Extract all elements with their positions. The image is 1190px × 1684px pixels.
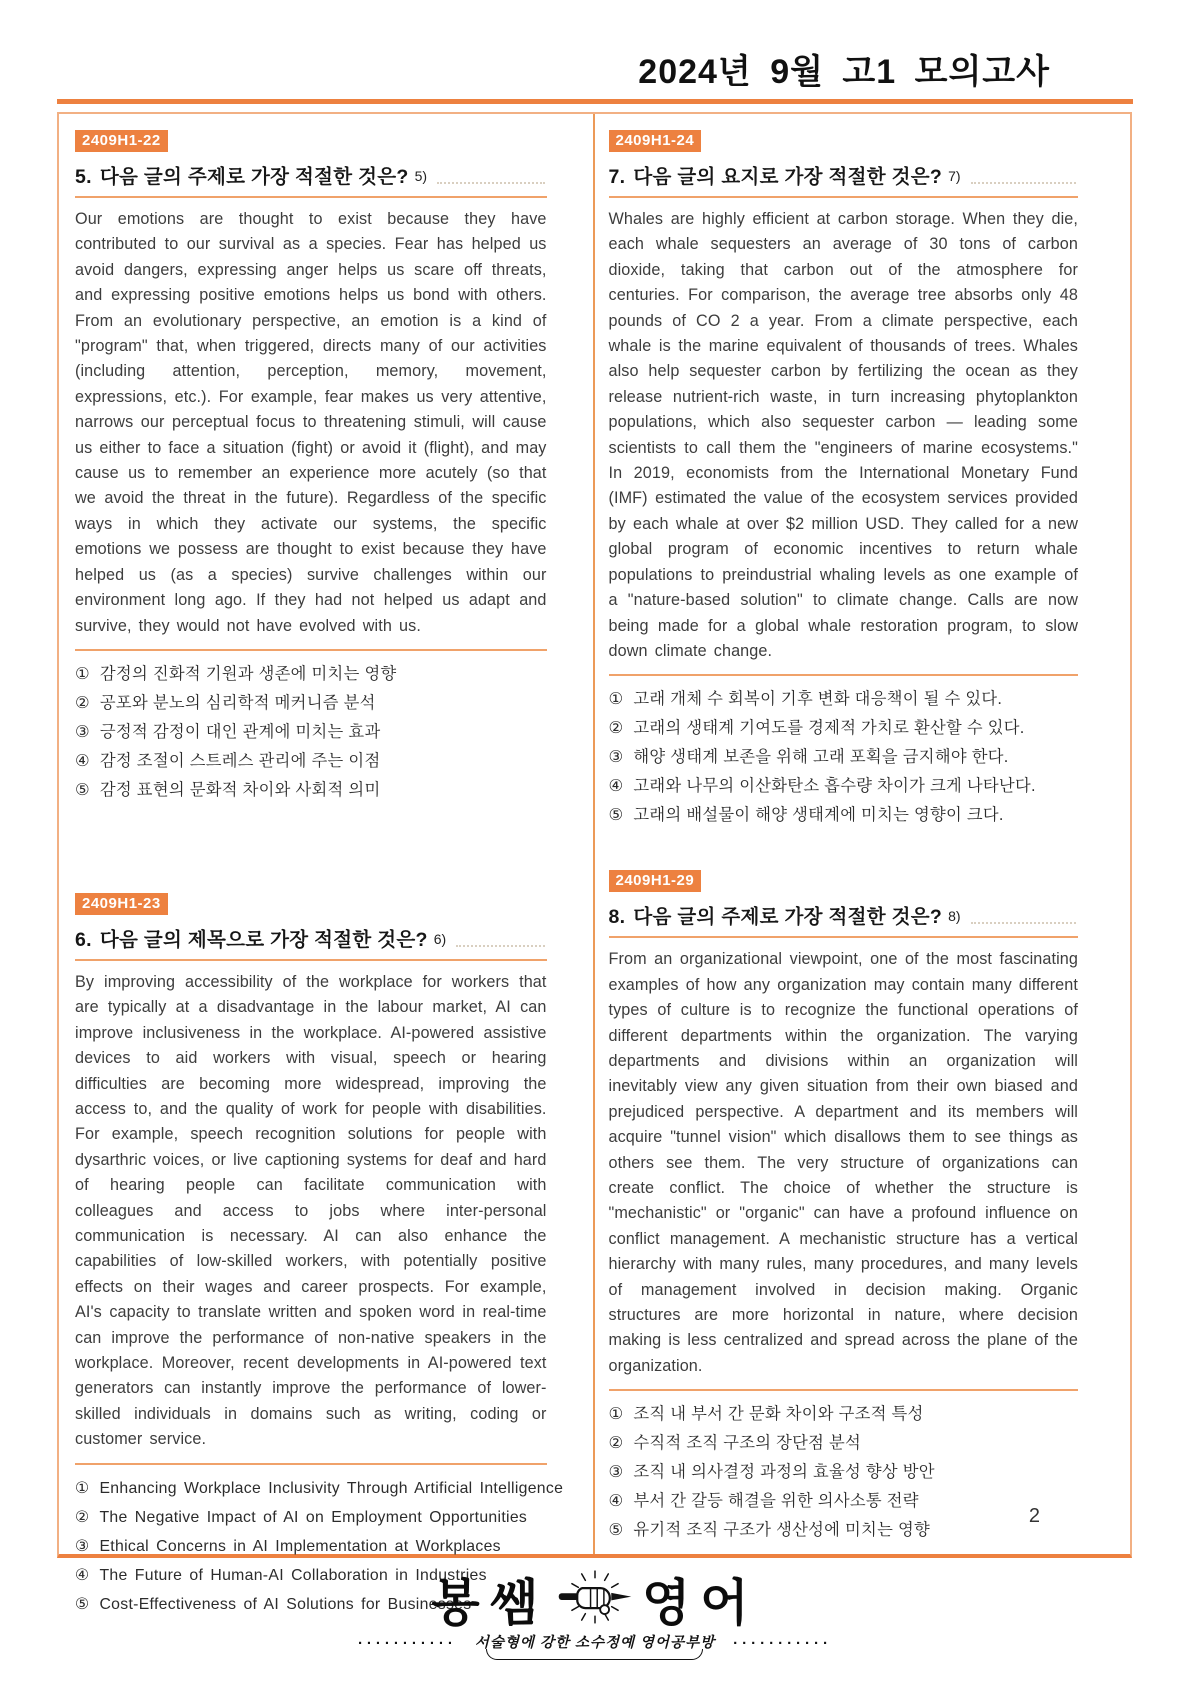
question-number: 6. — [75, 928, 92, 951]
choice-marker: ① — [75, 1479, 90, 1497]
choice-option — [75, 1532, 547, 1561]
right-column — [595, 114, 1131, 1554]
tagline-text: 서술형에 강한 소수정예 영어공부방 — [474, 1635, 716, 1651]
brand-tagline — [0, 1634, 1190, 1660]
question-header — [609, 901, 1079, 938]
choice-option — [609, 714, 1079, 743]
header-rule — [57, 99, 1133, 104]
dotted-leader — [971, 182, 1076, 184]
choice-marker: ④ — [75, 1566, 90, 1584]
dotted-decoration-left: ··········· — [357, 1635, 457, 1652]
choice-marker: ④ — [75, 751, 90, 770]
choice-text: 고래 개체 수 회복이 기후 변화 대응책이 될 수 있다. — [633, 690, 1003, 709]
choice-text: 감정 표현의 문화적 차이와 사회적 의미 — [99, 780, 381, 799]
choice-option — [609, 772, 1079, 801]
question-8 — [609, 870, 1079, 1545]
choice-option — [609, 801, 1079, 830]
choice-text: Cost-Effectiveness of AI Solutions for Businesses — [99, 1595, 472, 1613]
choice-text: Enhancing Workplace Inclusivity Through Artificial Intelligence — [99, 1479, 564, 1497]
question-header — [75, 924, 547, 961]
logo-text-left: 봉쌤 — [431, 1575, 548, 1631]
choice-marker: ① — [608, 690, 624, 709]
choice-marker: ③ — [608, 748, 624, 767]
question-tag-badge: 2409H1-23 — [75, 893, 168, 915]
question-6 — [75, 893, 564, 1619]
question-7 — [609, 130, 1079, 830]
choice-option — [609, 1458, 1079, 1487]
choice-marker: ① — [608, 1405, 624, 1424]
question-number: 5. — [75, 166, 92, 188]
logo-text-right: 영어 — [642, 1575, 759, 1631]
choice-option — [609, 1429, 1079, 1458]
footnote-marker: 8) — [948, 908, 961, 925]
question-5 — [75, 130, 547, 805]
question-prompt: 다음 글의 주제로 가장 적절한 것은? — [99, 166, 409, 188]
footnote-marker: 6) — [433, 930, 447, 947]
choice-option — [609, 1487, 1079, 1516]
question-number: 7. — [608, 166, 626, 188]
passage-text: By improving accessibility of the workplace for workers that are typically at a disadvantage in the labour market, AI can improve inclusiveness in the workplace. AI-powered assistive devices to aid workers with visual, speech or hearing difficulties are becoming more widespread, improving the access to, and the quality of work for people with disabilities. For example, speech recognition solutions for people with dysarthric voices, or live captioning systems for deaf and hard of hearing people can facilitate communication with colleagues and access to jobs where inter-personal communication is necessary. AI can also enhance the capabilities of low-skilled workers, with potentially positive effects on their wages and career prospects. For example, AI's capacity to translate written and spoken word in real-time can improve the performance of non-native speakers in the workplace. Moreover, recent developments in AI-powered text generators can instantly improve the performance of lower-skilled individuals in domains such as writing, coding or customer service. — [75, 961, 547, 1465]
choice-text: The Future of Human-AI Collaboration in Industries — [99, 1566, 487, 1584]
passage-text: Whales are highly efficient at carbon storage. When they die, each whale sequesters an average of 30 tons of carbon dioxide, taking that carbon out of the atmosphere for centuries. For comparison, the average tree absorbs only 48 pounds of CO 2 a year. From a climate perspective, each whale is the marine equivalent of thousands of trees. Whales also help sequester carbon by fertilizing the ocean as they release nutrient-rich waste, in turn increasing phytoplankton populations, which also sequester carbon — leading some scientists to call them the "engineers of marine ecosystems." In 2019, economists from the International Monetary Fund (IMF) estimated the value of the ecosystem services provided by each whale at over $2 million USD. They called for a new global program of economic incentives to return whale populations to preindustrial whaling levels as one example of a "nature-based solution" to climate change. Calls are now being made for a global whale restoration program, to slow down climate change. — [609, 198, 1079, 676]
choice-option — [75, 718, 547, 747]
choice-option — [609, 743, 1079, 772]
choice-marker: ③ — [608, 1463, 624, 1482]
choice-marker: ④ — [608, 777, 624, 796]
choice-text: 고래의 생태계 기여도를 경제적 가치로 환산할 수 있다. — [633, 719, 1025, 738]
choice-marker: ② — [608, 719, 624, 738]
choice-text: 감정 조절이 스트레스 관리에 주는 이점 — [99, 751, 381, 770]
footnote-marker: 7) — [948, 168, 961, 184]
choice-text: 부서 간 갈등 해결을 위한 의사소통 전략 — [633, 1492, 919, 1511]
choice-marker: ③ — [75, 722, 90, 741]
fist-pen-icon — [558, 1569, 632, 1630]
choice-option — [609, 685, 1079, 714]
choice-list — [609, 1391, 1079, 1545]
choice-marker: ④ — [608, 1492, 624, 1511]
question-number: 8. — [608, 906, 626, 929]
choice-marker: ⑤ — [608, 806, 624, 825]
dotted-leader — [456, 945, 544, 947]
passage-text: Our emotions are thought to exist because they have contributed to our survival as a species. Fear has helped us avoid dangers, expressing anger helps us scare off threats, and expressing positive emotions helps us bond with others. From an evolutionary perspective, an emotion is a kind of "program" that, when triggered, directs many of our activities (including attention, perception, memory, movement, expressions, etc.). For example, fear makes us very attentive, narrows our perceptual focus to threatening stimuli, will cause us either to face a situation (fight) or avoid it (flight), and may cause us to remember an experience more acutely (so that we avoid the threat in the future). Regardless of the specific ways in which they activate our systems, the specific emotions we possess are thought to exist because they have helped us (as a species) survive challenges within our environment long ago. If they had not helped us adapt and survive, they would not have evolved with us. — [75, 198, 547, 651]
question-tag-badge: 2409H1-22 — [75, 130, 168, 152]
choice-text: 수직적 조직 구조의 장단점 분석 — [633, 1434, 862, 1453]
choice-text: 감정의 진화적 기원과 생존에 미치는 영향 — [99, 664, 397, 683]
choice-text: 유기적 조직 구조가 생산성에 미치는 영향 — [633, 1521, 930, 1540]
choice-option — [75, 1474, 564, 1503]
question-prompt: 다음 글의 주제로 가장 적절한 것은? — [633, 906, 943, 929]
choice-marker: ⑤ — [75, 780, 90, 799]
choice-marker: ③ — [75, 1537, 90, 1555]
choice-marker: ⑤ — [608, 1521, 624, 1540]
question-tag-badge: 2409H1-24 — [609, 130, 702, 152]
brand-logo — [0, 1563, 1190, 1635]
choice-text: 고래의 배설물이 해양 생태계에 미치는 영향이 크다. — [633, 806, 1004, 825]
choice-marker: ② — [75, 693, 90, 712]
footnote-marker: 5) — [414, 168, 428, 184]
choice-marker: ⑤ — [75, 1595, 90, 1613]
dotted-leader — [971, 922, 1076, 924]
choice-text: 조직 내 부서 간 문화 차이와 구조적 특성 — [633, 1405, 924, 1424]
choice-option — [609, 1516, 1079, 1545]
dotted-decoration-right: ··········· — [733, 1635, 833, 1652]
choice-list — [609, 676, 1079, 830]
question-prompt: 다음 글의 제목으로 가장 적절한 것은? — [99, 928, 428, 951]
choice-option — [75, 1503, 547, 1532]
question-header — [609, 161, 1079, 198]
choice-text: The Negative Impact of AI on Employment Opportunities — [99, 1508, 528, 1526]
choice-text: 긍정적 감정이 대인 관계에 미치는 효과 — [99, 722, 381, 741]
choice-option — [75, 747, 547, 776]
page-title: 2024년 9월 고1 모의고사 — [638, 53, 1050, 91]
choice-marker: ② — [75, 1508, 90, 1526]
question-prompt: 다음 글의 요지로 가장 적절한 것은? — [633, 166, 943, 188]
choice-text: 조직 내 의사결정 과정의 효율성 향상 방안 — [633, 1463, 935, 1482]
dotted-leader — [437, 182, 544, 184]
page-number: 2 — [1028, 1505, 1040, 1527]
choice-marker: ① — [75, 664, 90, 683]
choice-text: 공포와 분노의 심리학적 메커니즘 분석 — [99, 693, 376, 712]
choice-list — [75, 651, 547, 805]
choice-option — [75, 689, 547, 718]
tagline-bracket — [486, 1649, 703, 1660]
choice-text: 고래와 나무의 이산화탄소 흡수량 차이가 크게 나타난다. — [633, 777, 1036, 796]
choice-text: Ethical Concerns in AI Implementation at Workplaces — [99, 1537, 501, 1555]
question-header — [75, 161, 547, 198]
choice-option — [75, 776, 547, 805]
choice-text: 해양 생태계 보존을 위해 고래 포획을 금지해야 한다. — [633, 748, 1009, 767]
choice-marker: ② — [608, 1434, 624, 1453]
question-tag-badge: 2409H1-29 — [609, 870, 702, 892]
choice-option — [75, 660, 547, 689]
passage-text: From an organizational viewpoint, one of the most fascinating examples of how any organization may contain many different types of culture is to recognize the functional operations of different departments within the organization. The varying departments and divisions within an organization will inevitably view any given situation from their own biased and prejudiced perspective. A department and its members will acquire "tunnel vision" which disallows them to see things as others see them. The very structure of organizations can create conflict. The choice of whether the structure is "mechanistic" or "organic" can have a profound influence on conflict management. A mechanistic structure has a vertical hierarchy with many rules, many procedures, and many levels of management involved in decision making. Organic structures are more horizontal in nature, where decision making is less centralized and spread across the plane of the organization. — [609, 938, 1079, 1391]
choice-option — [609, 1400, 1079, 1429]
